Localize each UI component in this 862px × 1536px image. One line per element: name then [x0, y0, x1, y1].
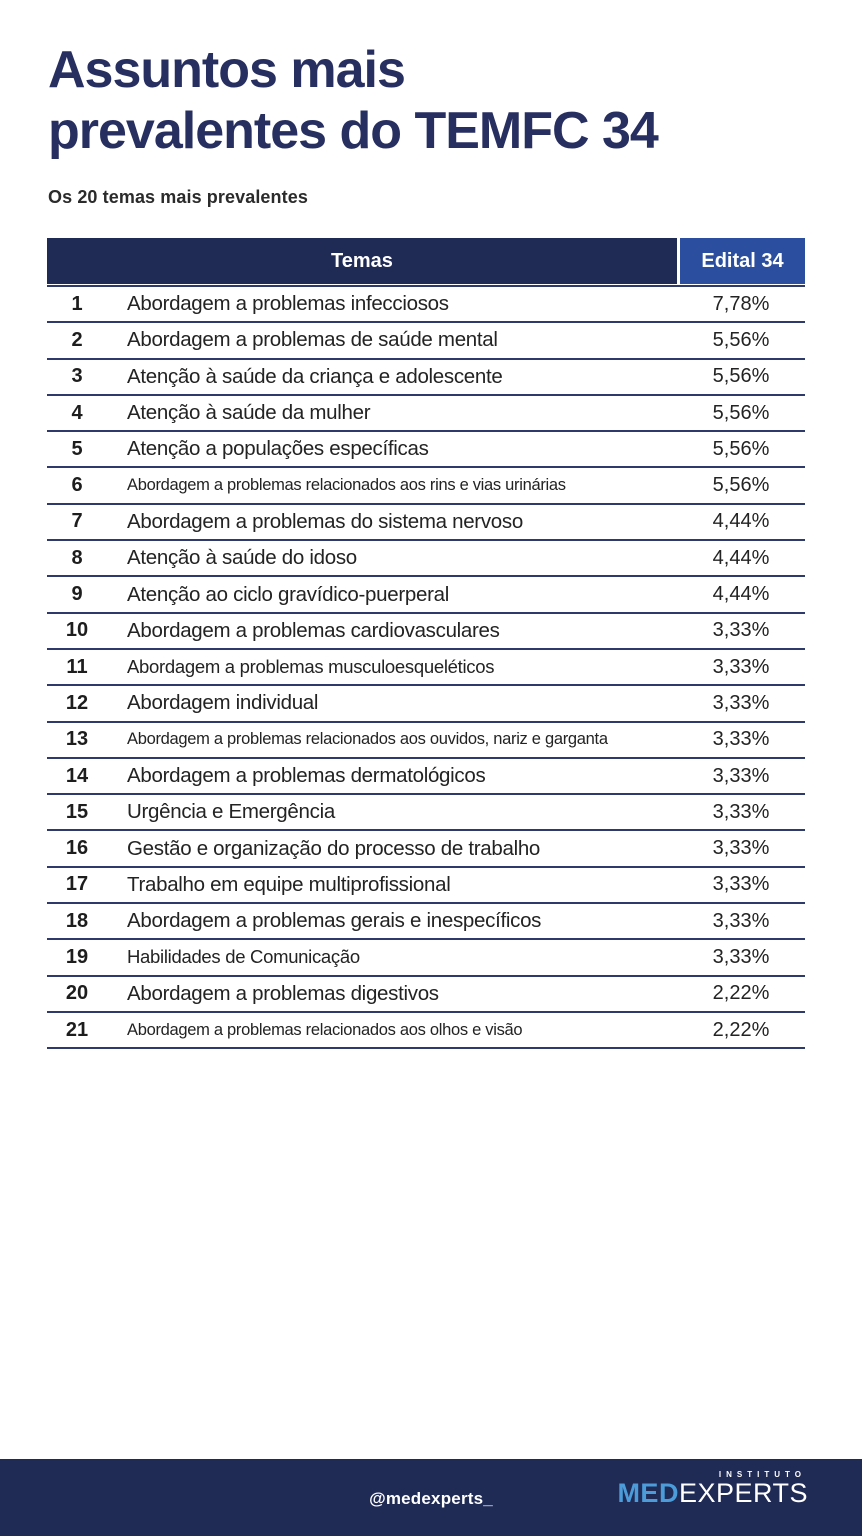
- row-percent: 2,22%: [712, 982, 770, 1005]
- row-rank: 15: [65, 800, 89, 823]
- row-theme: Abordagem individual: [127, 691, 319, 715]
- row-theme: Abordagem a problemas relacionados aos ouvidos, nariz e garganta: [127, 730, 608, 749]
- row-theme: Atenção à saúde da criança e adolescente: [127, 364, 503, 388]
- social-handle: @medexperts_: [369, 1489, 493, 1508]
- row-theme: Gestão e organização do processo de trabalho: [127, 836, 541, 860]
- row-percent: 2,22%: [712, 1018, 770, 1041]
- row-rank: 1: [71, 292, 83, 315]
- row-percent: 5,56%: [712, 437, 770, 460]
- table-row: [47, 396, 805, 432]
- row-percent: 4,44%: [712, 583, 770, 606]
- row-theme: Atenção a populações específicas: [127, 437, 429, 461]
- row-rank: 3: [71, 365, 83, 388]
- row-percent: 3,33%: [712, 691, 770, 714]
- row-theme: Abordagem a problemas musculoesqueléticos: [127, 656, 495, 678]
- table-header: [47, 238, 805, 284]
- row-rank: 2: [71, 328, 83, 351]
- table-row: [47, 650, 805, 686]
- row-percent: 3,33%: [712, 655, 770, 678]
- row-percent: 3,33%: [712, 728, 770, 751]
- column-header-temas: Temas: [47, 238, 677, 284]
- row-theme: Abordagem a problemas de saúde mental: [127, 328, 498, 352]
- table-row: [47, 868, 805, 904]
- table-row: [47, 614, 805, 650]
- row-percent: 5,56%: [712, 328, 770, 351]
- row-rank: 21: [65, 1018, 89, 1041]
- row-rank: 10: [65, 619, 89, 642]
- row-percent: 7,78%: [712, 292, 770, 315]
- row-theme: Abordagem a problemas do sistema nervoso: [127, 509, 523, 533]
- row-theme: Abordagem a problemas relacionados aos rins e vias urinárias: [127, 476, 566, 495]
- table-row: [47, 759, 805, 795]
- row-theme: Atenção à saúde do idoso: [127, 546, 357, 570]
- row-percent: 3,33%: [712, 945, 770, 968]
- logo-experts-text: EXPERTS: [678, 1478, 808, 1508]
- row-rank: 12: [65, 691, 89, 714]
- row-rank: 13: [65, 728, 89, 751]
- row-theme: Abordagem a problemas relacionados aos olhos e visão: [127, 1020, 523, 1039]
- row-theme: Abordagem a problemas gerais e inespecíficos: [127, 909, 542, 933]
- row-rank: 18: [65, 909, 89, 932]
- row-rank: 5: [71, 437, 83, 460]
- table-row: [47, 904, 805, 940]
- row-theme: Abordagem a problemas dermatológicos: [127, 764, 486, 787]
- table-row: [47, 577, 805, 613]
- row-percent: 3,33%: [712, 800, 770, 823]
- row-rank: 9: [71, 583, 83, 606]
- row-percent: 3,33%: [712, 909, 770, 932]
- row-theme: Atenção à saúde da mulher: [127, 401, 371, 425]
- table-row: [47, 723, 805, 759]
- logo-instituto-text: INSTITUTO: [718, 1470, 806, 1479]
- row-rank: 8: [71, 546, 83, 569]
- row-theme: Abordagem a problemas digestivos: [127, 981, 439, 1005]
- row-percent: 5,56%: [712, 474, 770, 497]
- medexperts-logo: [617, 1470, 808, 1509]
- themes-table: [47, 238, 805, 1049]
- logo-wordmark: [617, 1479, 808, 1509]
- table-row: [47, 432, 805, 468]
- row-percent: 4,44%: [712, 510, 770, 533]
- table-row: [47, 795, 805, 831]
- row-percent: 5,56%: [712, 401, 770, 424]
- row-theme: Urgência e Emergência: [127, 800, 335, 824]
- page-title-line2: prevalentes do TEMFC 34: [48, 102, 658, 161]
- page-subtitle: Os 20 temas mais prevalentes: [48, 187, 308, 207]
- row-rank: 20: [65, 982, 89, 1005]
- column-header-edital: Edital 34: [680, 238, 805, 284]
- row-rank: 17: [65, 873, 89, 896]
- row-percent: 3,33%: [712, 764, 770, 787]
- table-row: [47, 686, 805, 722]
- table-row: [47, 1013, 805, 1049]
- row-percent: 3,33%: [712, 619, 770, 642]
- row-rank: 16: [65, 837, 89, 860]
- row-rank: 7: [71, 510, 83, 533]
- row-percent: 4,44%: [712, 546, 770, 569]
- table-row: [47, 505, 805, 541]
- row-rank: 14: [65, 764, 89, 787]
- row-rank: 4: [71, 401, 83, 424]
- table-row: [47, 360, 805, 396]
- table-row: [47, 977, 805, 1013]
- row-percent: 3,33%: [712, 837, 770, 860]
- page-title: [48, 40, 828, 163]
- table-row: [47, 940, 805, 976]
- row-percent: 3,33%: [712, 873, 770, 896]
- row-percent: 5,56%: [712, 365, 770, 388]
- row-theme: Abordagem a problemas infecciosos: [127, 292, 449, 316]
- table-row: [47, 468, 805, 504]
- page-title-line1: Assuntos mais: [48, 41, 405, 99]
- footer-bar: [0, 1459, 862, 1536]
- table-row: [47, 323, 805, 359]
- row-theme: Habilidades de Comunicação: [127, 946, 360, 968]
- row-theme: Trabalho em equipe multiprofissional: [127, 872, 451, 896]
- logo-med-text: MED: [617, 1478, 679, 1508]
- table-row: [47, 287, 805, 323]
- row-theme: Abordagem a problemas cardiovasculares: [127, 618, 500, 642]
- row-rank: 6: [71, 474, 83, 497]
- table-row: [47, 541, 805, 577]
- row-rank: 11: [66, 655, 88, 678]
- row-rank: 19: [65, 945, 89, 968]
- table-row: [47, 831, 805, 867]
- row-theme: Atenção ao ciclo gravídico-puerperal: [127, 582, 449, 606]
- table-body: [47, 287, 805, 1049]
